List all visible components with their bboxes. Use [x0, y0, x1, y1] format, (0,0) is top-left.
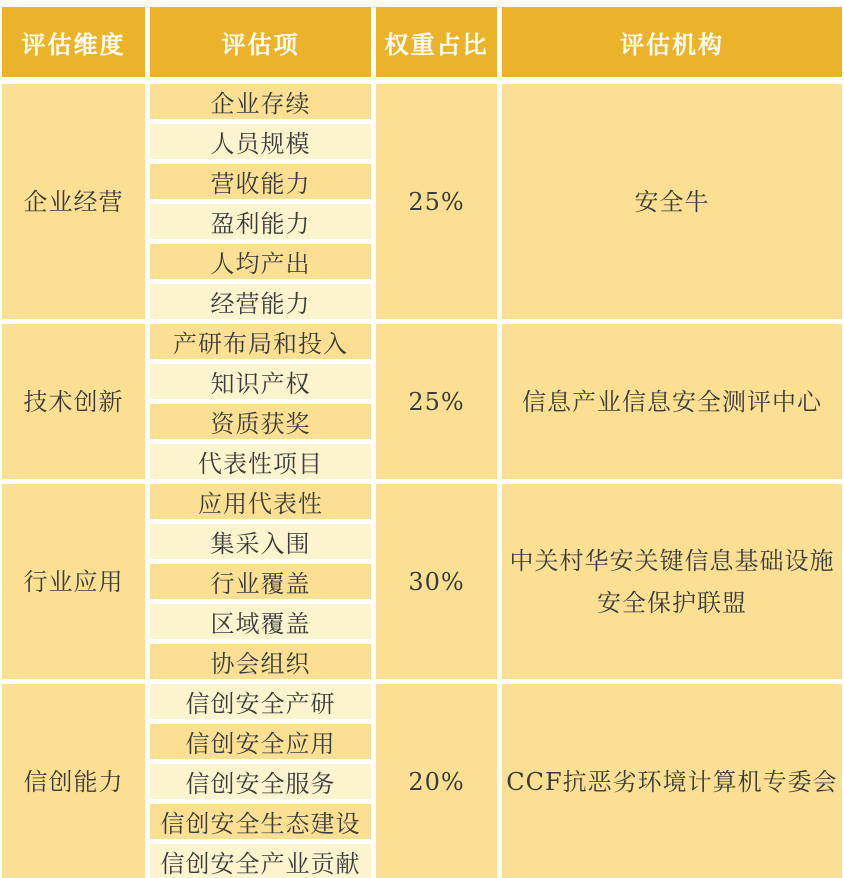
table-header-row [2, 7, 842, 77]
item-cell: 人员规模 [150, 124, 371, 159]
item-cell: 行业覆盖 [150, 564, 371, 599]
item-cell: 代表性项目 [150, 444, 371, 479]
group-row-xinchuang-capability [2, 684, 842, 878]
org-cell [502, 84, 842, 319]
org-line: 安全牛 [634, 187, 710, 216]
weight-cell: 20% [376, 684, 497, 878]
org-cell [502, 324, 842, 479]
org-line: 信息产业信息安全测评中心 [522, 387, 822, 416]
item-cell: 信创安全生态建设 [150, 804, 371, 839]
item-list [150, 684, 371, 878]
weight-cell: 25% [376, 324, 497, 479]
item-cell: 经营能力 [150, 284, 371, 319]
item-cell: 应用代表性 [150, 484, 371, 519]
item-cell: 区域覆盖 [150, 604, 371, 639]
group-row-industry-application [2, 484, 842, 679]
item-cell: 营收能力 [150, 164, 371, 199]
org-line: 安全保护联盟 [597, 588, 747, 617]
item-cell: 盈利能力 [150, 204, 371, 239]
item-list [150, 484, 371, 679]
org-line: CCF抗恶劣环境计算机专委会 [506, 767, 838, 796]
org-line: 中关村华安关键信息基础设施 [509, 546, 835, 575]
header-cell-dimension: 评估维度 [2, 7, 145, 77]
item-cell: 信创安全应用 [150, 724, 371, 759]
org-cell [502, 684, 842, 878]
group-row-tech-innovation [2, 324, 842, 479]
item-cell: 资质获奖 [150, 404, 371, 439]
header-cell-item: 评估项 [150, 7, 371, 77]
group-row-enterprise-operation [2, 84, 842, 319]
evaluation-table [2, 7, 842, 878]
weight-cell: 25% [376, 84, 497, 319]
header-cell-weight: 权重占比 [376, 7, 497, 77]
item-cell: 知识产权 [150, 364, 371, 399]
item-cell: 企业存续 [150, 84, 371, 119]
table-body [2, 84, 842, 878]
dimension-cell: 行业应用 [2, 484, 145, 679]
org-cell [502, 484, 842, 679]
item-cell: 信创安全产业贡献 [150, 844, 371, 878]
dimension-cell: 企业经营 [2, 84, 145, 319]
dimension-cell: 技术创新 [2, 324, 145, 479]
item-cell: 信创安全产研 [150, 684, 371, 719]
item-cell: 协会组织 [150, 644, 371, 679]
item-cell: 集采入围 [150, 524, 371, 559]
item-cell: 信创安全服务 [150, 764, 371, 799]
weight-cell: 30% [376, 484, 497, 679]
dimension-cell: 信创能力 [2, 684, 145, 878]
header-cell-org: 评估机构 [502, 7, 842, 77]
item-cell: 产研布局和投入 [150, 324, 371, 359]
item-list [150, 84, 371, 319]
item-list [150, 324, 371, 479]
item-cell: 人均产出 [150, 244, 371, 279]
